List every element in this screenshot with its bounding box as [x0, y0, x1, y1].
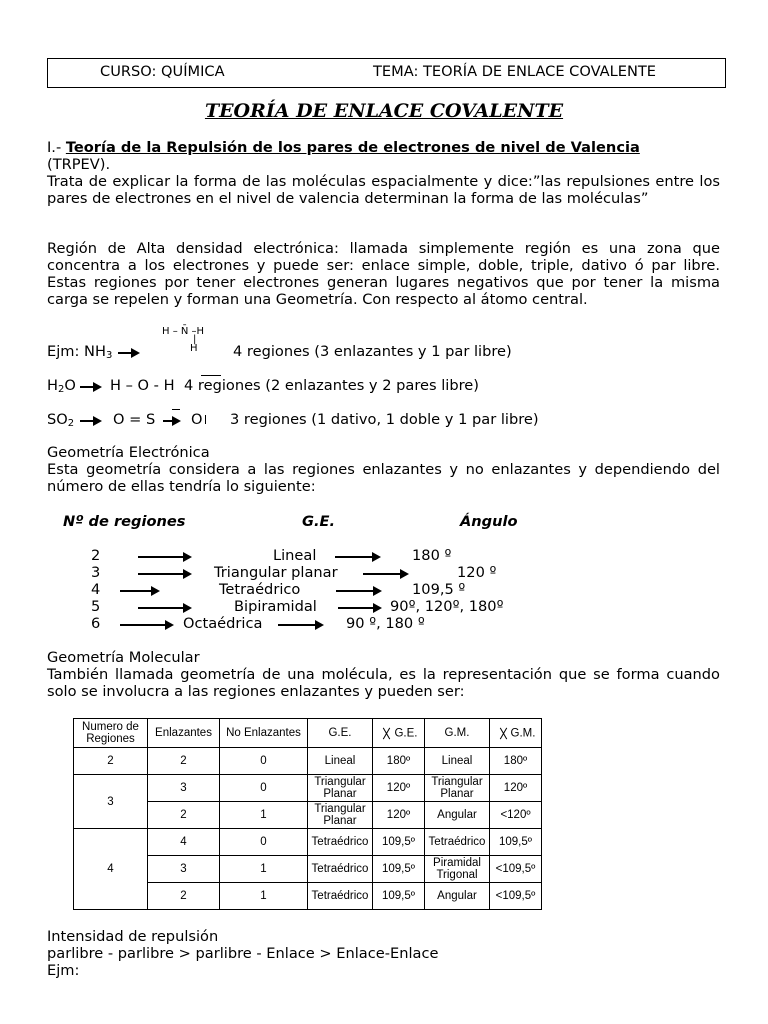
ge-row-arrow: [138, 607, 190, 609]
table-cell: <109,5º: [490, 856, 542, 883]
h2o-struct: H – O - H: [110, 377, 175, 394]
table-row: [74, 829, 542, 856]
table-cell-regions: 2: [74, 748, 148, 775]
table-header-cell-angle: [373, 719, 425, 748]
section-heading: [47, 139, 720, 156]
table-cell: 120º: [373, 775, 425, 802]
ge-row-angle: 90 º, 180 º: [346, 615, 425, 632]
table-cell: Tetraédrico: [308, 883, 373, 910]
table-header-cell: Enlazantes: [148, 719, 220, 748]
table-cell: Tetraédrico: [308, 829, 373, 856]
so2-desc: 3 regiones (1 dativo, 1 doble y 1 par libre): [230, 411, 539, 428]
h2o-subscript: 2: [57, 384, 65, 395]
table-cell: 4: [148, 829, 220, 856]
ge-row-n: 4: [91, 581, 101, 598]
ge-row-arrow: [338, 607, 380, 609]
ge-row-arrow: [138, 556, 190, 558]
so2-struct-left: O = S: [113, 411, 156, 428]
so2-lone-pair-mark: [205, 415, 206, 424]
table-cell: 109,5º: [373, 856, 425, 883]
nh3-label: [47, 343, 112, 362]
table-cell: <109,5º: [490, 883, 542, 910]
table-header-cell-angle: [490, 719, 542, 748]
table-header-cell: No Enlazantes: [220, 719, 308, 748]
table-cell: 109,5º: [373, 829, 425, 856]
table-header-text: G.M.: [510, 727, 536, 740]
table-cell: 0: [220, 829, 308, 856]
table-cell: Lineal: [308, 748, 373, 775]
nh3-desc: 4 regiones (3 enlazantes y 1 par libre): [233, 343, 512, 360]
table-cell: 3: [148, 856, 220, 883]
h2o-desc: 4 regiones (2 enlazantes y 2 pares libre): [184, 377, 479, 394]
ge-row-n: 5: [91, 598, 101, 615]
table-cell: 3: [148, 775, 220, 802]
ge-row-geometry: Octaédrica: [183, 615, 263, 632]
geo-molecular-heading: Geometría Molecular: [47, 649, 200, 666]
ge-row-geometry: Triangular planar: [214, 564, 338, 581]
repulsion-example: Ejm:: [47, 962, 80, 979]
nh3-subscript: 3: [105, 350, 113, 361]
ge-row-arrow: [363, 573, 407, 575]
table-row: [74, 748, 542, 775]
table-cell: Lineal: [425, 748, 490, 775]
nh3-arrow: [118, 352, 138, 354]
h2o-label-h: H: [47, 377, 58, 394]
so2-label: [47, 411, 74, 430]
ge-row-arrow: [120, 624, 172, 626]
table-header-cell: G.M.: [425, 719, 490, 748]
geometry-table: [73, 718, 542, 910]
table-cell-regions: 4: [74, 829, 148, 910]
table-cell: 109,5º: [373, 883, 425, 910]
table-cell: Piramidal Trigonal: [425, 856, 490, 883]
topic-label: TEMA: TEORÍA DE ENLACE COVALENTE: [373, 63, 657, 80]
table-cell: Triangular Planar: [308, 775, 373, 802]
ge-row-geometry: Lineal: [273, 547, 317, 564]
table-cell: 2: [148, 748, 220, 775]
table-cell: 109,5º: [490, 829, 542, 856]
table-cell: 1: [220, 856, 308, 883]
ge-row-arrow: [278, 624, 322, 626]
nh3-struct-top: H – N̄ –H: [162, 326, 205, 337]
ge-row-arrow: [335, 556, 379, 558]
table-cell: 120º: [373, 802, 425, 829]
ge-row-arrow: [120, 590, 158, 592]
course-label: CURSO: QUÍMICA: [100, 63, 225, 80]
col-header-ge: G.E.: [302, 513, 336, 530]
table-cell: 2: [148, 802, 220, 829]
table-cell: 180º: [373, 748, 425, 775]
geo-electronica-text: Esta geometría considera a las regiones enlazantes y no enlazantes y dependiendo del número de ellas tendría lo siguiente:: [47, 461, 720, 495]
ge-row-n: 2: [91, 547, 101, 564]
ge-row-arrow: [336, 590, 380, 592]
so2-struct-right: O: [191, 411, 203, 428]
h2o-label-o: O: [64, 377, 76, 394]
ge-row-angle: 90º, 120º, 180º: [390, 598, 504, 615]
h2o-lone-pair-line: [201, 375, 221, 376]
nh3-label-text: Ejm: NH: [47, 343, 106, 360]
page-title: TEORÍA DE ENLACE COVALENTE: [204, 100, 564, 122]
angle-icon: [496, 727, 509, 740]
region-definition: Región de Alta densidad electrónica: llamada simplemente región es una zona que concentra a los electrones y puede ser: enlace simple, doble, triple, dativo ó par libre. Estas regiones por tener electrones generan lugares negativos que por tener la misma carga se repelen y forman una Geometría. Con respecto al átomo central.: [47, 240, 720, 308]
table-cell: 2: [148, 883, 220, 910]
table-cell: Triangular Planar: [425, 775, 490, 802]
table-header-cell: G.E.: [308, 719, 373, 748]
table-cell: Tetraédrico: [425, 829, 490, 856]
table-cell: 1: [220, 802, 308, 829]
so2-subscript: 2: [67, 418, 75, 429]
table-cell: 0: [220, 748, 308, 775]
ge-row-angle: 109,5 º: [412, 581, 466, 598]
table-cell: Angular: [425, 802, 490, 829]
table-cell: 1: [220, 883, 308, 910]
section-heading-text: Teoría de la Repulsión de los pares de electrones de nivel de Valencia: [65, 139, 640, 156]
ge-row-angle: 120 º: [457, 564, 497, 581]
so2-label-text: SO: [47, 411, 68, 428]
table-header-text: G.E.: [394, 727, 418, 740]
section-abbr: (TRPEV).: [47, 156, 111, 173]
repulsion-order: parlibre - parlibre > parlibre - Enlace > Enlace-Enlace: [47, 945, 439, 962]
h2o-label: [47, 377, 76, 396]
col-header-regions: Nº de regiones: [63, 513, 186, 530]
section-prefix: I.-: [47, 139, 66, 156]
ge-row-geometry: Bipiramidal: [234, 598, 317, 615]
geo-molecular-text: También llamada geometría de una molécula, es la representación que se forma cuando solo se involucra a las regiones enlazantes y pueden ser:: [47, 666, 720, 700]
table-header-cell: Numero de Regiones: [74, 719, 148, 748]
h2o-arrow: [80, 386, 100, 388]
ge-row-geometry: Tetraédrico: [219, 581, 301, 598]
table-cell: Triangular Planar: [308, 802, 373, 829]
so2-dative-arrow: [163, 420, 179, 422]
ge-row-angle: 180 º: [412, 547, 452, 564]
table-cell-regions: 3: [74, 775, 148, 829]
table-header-row: [74, 719, 542, 748]
so2-lone-pair-line: [172, 409, 180, 410]
geo-electronica-heading: Geometría Electrónica: [47, 444, 210, 461]
nh3-struct-bottom: H: [190, 343, 198, 354]
table-cell: Angular: [425, 883, 490, 910]
nh3-struct-mid: |: [193, 334, 197, 345]
table-cell: 180º: [490, 748, 542, 775]
table-row: [74, 775, 542, 802]
col-header-angle: Ángulo: [460, 513, 518, 530]
table-cell: 0: [220, 775, 308, 802]
ge-row-n: 3: [91, 564, 101, 581]
ge-row-arrow: [138, 573, 190, 575]
repulsion-heading: Intensidad de repulsión: [47, 928, 219, 945]
ge-row-n: 6: [91, 615, 101, 632]
table-cell: Tetraédrico: [308, 856, 373, 883]
table-cell: <120º: [490, 802, 542, 829]
table-cell: 120º: [490, 775, 542, 802]
so2-arrow: [80, 420, 100, 422]
angle-icon: [379, 727, 392, 740]
section-intro: Trata de explicar la forma de las moléculas espacialmente y dice:”las repulsiones entre los pares de electrones en el nivel de valencia determinan la forma de las moléculas”: [47, 173, 720, 207]
